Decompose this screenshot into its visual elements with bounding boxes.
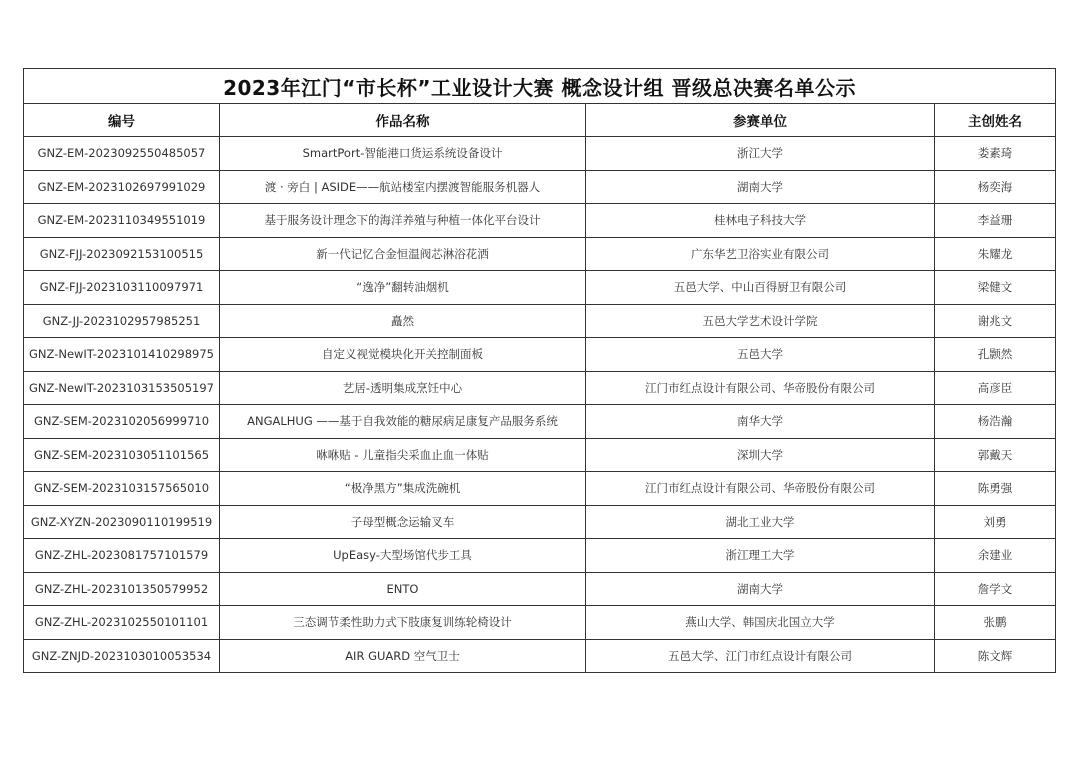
column-header-author: 主创姓名 [935,104,1056,137]
cell-work: SmartPort-智能港口货运系统设备设计 [220,137,586,171]
table-row [24,438,1056,472]
cell-org: 浙江大学 [586,137,935,171]
cell-id: GNZ-JJ-2023102957985251 [24,304,220,338]
table-row [24,606,1056,640]
finalist-table [23,68,1056,673]
cell-id: GNZ-NewIT-2023101410298975 [24,338,220,372]
title-row [24,69,1056,104]
cell-author: 高彦臣 [935,371,1056,405]
cell-work: 咻咻贴 - 儿童指尖采血止血一体贴 [220,438,586,472]
cell-org: 浙江理工大学 [586,539,935,573]
cell-author: 刘勇 [935,505,1056,539]
cell-work: 矗然 [220,304,586,338]
cell-work: “极净黑方”集成洗碗机 [220,472,586,506]
cell-work: “逸净”翻转油烟机 [220,271,586,305]
cell-id: GNZ-EM-2023102697991029 [24,170,220,204]
table-row [24,338,1056,372]
cell-id: GNZ-EM-2023092550485057 [24,137,220,171]
cell-id: GNZ-XYZN-2023090110199519 [24,505,220,539]
cell-author: 张鹏 [935,606,1056,640]
cell-work: 子母型概念运输叉车 [220,505,586,539]
table-row [24,639,1056,673]
cell-org: 五邑大学、中山百得厨卫有限公司 [586,271,935,305]
cell-work: UpEasy-大型场馆代步工具 [220,539,586,573]
cell-work: 新一代记忆合金恒温阀芯淋浴花洒 [220,237,586,271]
table-row [24,505,1056,539]
cell-org: 江门市红点设计有限公司、华帝股份有限公司 [586,371,935,405]
cell-org: 桂林电子科技大学 [586,204,935,238]
cell-author: 陈勇强 [935,472,1056,506]
cell-author: 李益珊 [935,204,1056,238]
cell-work: 渡 · 旁白 | ASIDE——航站楼室内摆渡智能服务机器人 [220,170,586,204]
table-row [24,204,1056,238]
cell-id: GNZ-SEM-2023103051101565 [24,438,220,472]
column-header-work: 作品名称 [220,104,586,137]
cell-id: GNZ-FJJ-2023103110097971 [24,271,220,305]
cell-author: 娄素琦 [935,137,1056,171]
cell-id: GNZ-SEM-2023103157565010 [24,472,220,506]
cell-work: AIR GUARD 空气卫士 [220,639,586,673]
cell-org: 湖南大学 [586,170,935,204]
cell-work: 艺居-透明集成烹饪中心 [220,371,586,405]
table-row [24,137,1056,171]
table-row [24,371,1056,405]
cell-author: 余建业 [935,539,1056,573]
table-row [24,539,1056,573]
cell-id: GNZ-ZNJD-2023103010053534 [24,639,220,673]
cell-org: 南华大学 [586,405,935,439]
cell-work: ENTO [220,572,586,606]
cell-org: 五邑大学 [586,338,935,372]
column-header-id: 编号 [24,104,220,137]
cell-id: GNZ-ZHL-2023101350579952 [24,572,220,606]
cell-org: 五邑大学、江门市红点设计有限公司 [586,639,935,673]
cell-work: 自定义视觉模块化开关控制面板 [220,338,586,372]
cell-id: GNZ-NewIT-2023103153505197 [24,371,220,405]
page-title: 2023年江门“市长杯”工业设计大赛 概念设计组 晋级总决赛名单公示 [24,69,1056,104]
cell-org: 燕山大学、韩国庆北国立大学 [586,606,935,640]
cell-work: 基于服务设计理念下的海洋养殖与种植一体化平台设计 [220,204,586,238]
table-row [24,405,1056,439]
cell-author: 陈文辉 [935,639,1056,673]
cell-author: 杨浩瀚 [935,405,1056,439]
cell-id: GNZ-ZHL-2023081757101579 [24,539,220,573]
cell-org: 广东华艺卫浴实业有限公司 [586,237,935,271]
table-row [24,170,1056,204]
cell-author: 梁健文 [935,271,1056,305]
cell-id: GNZ-FJJ-2023092153100515 [24,237,220,271]
cell-work: 三态调节柔性助力式下肢康复训练轮椅设计 [220,606,586,640]
table-row [24,237,1056,271]
cell-author: 孔颢然 [935,338,1056,372]
column-header-org: 参赛单位 [586,104,935,137]
cell-author: 谢兆文 [935,304,1056,338]
cell-id: GNZ-ZHL-2023102550101101 [24,606,220,640]
table-row [24,572,1056,606]
cell-id: GNZ-EM-2023110349551019 [24,204,220,238]
cell-org: 深圳大学 [586,438,935,472]
cell-org: 江门市红点设计有限公司、华帝股份有限公司 [586,472,935,506]
cell-author: 朱耀龙 [935,237,1056,271]
cell-org: 湖北工业大学 [586,505,935,539]
table-row [24,304,1056,338]
cell-author: 郭戴天 [935,438,1056,472]
cell-author: 詹学文 [935,572,1056,606]
table-row [24,472,1056,506]
header-row [24,104,1056,137]
cell-work: ANGALHUG ——基于自我效能的糖尿病足康复产品服务系统 [220,405,586,439]
cell-author: 杨奕海 [935,170,1056,204]
table-row [24,271,1056,305]
cell-org: 五邑大学艺术设计学院 [586,304,935,338]
cell-org: 湖南大学 [586,572,935,606]
cell-id: GNZ-SEM-2023102056999710 [24,405,220,439]
